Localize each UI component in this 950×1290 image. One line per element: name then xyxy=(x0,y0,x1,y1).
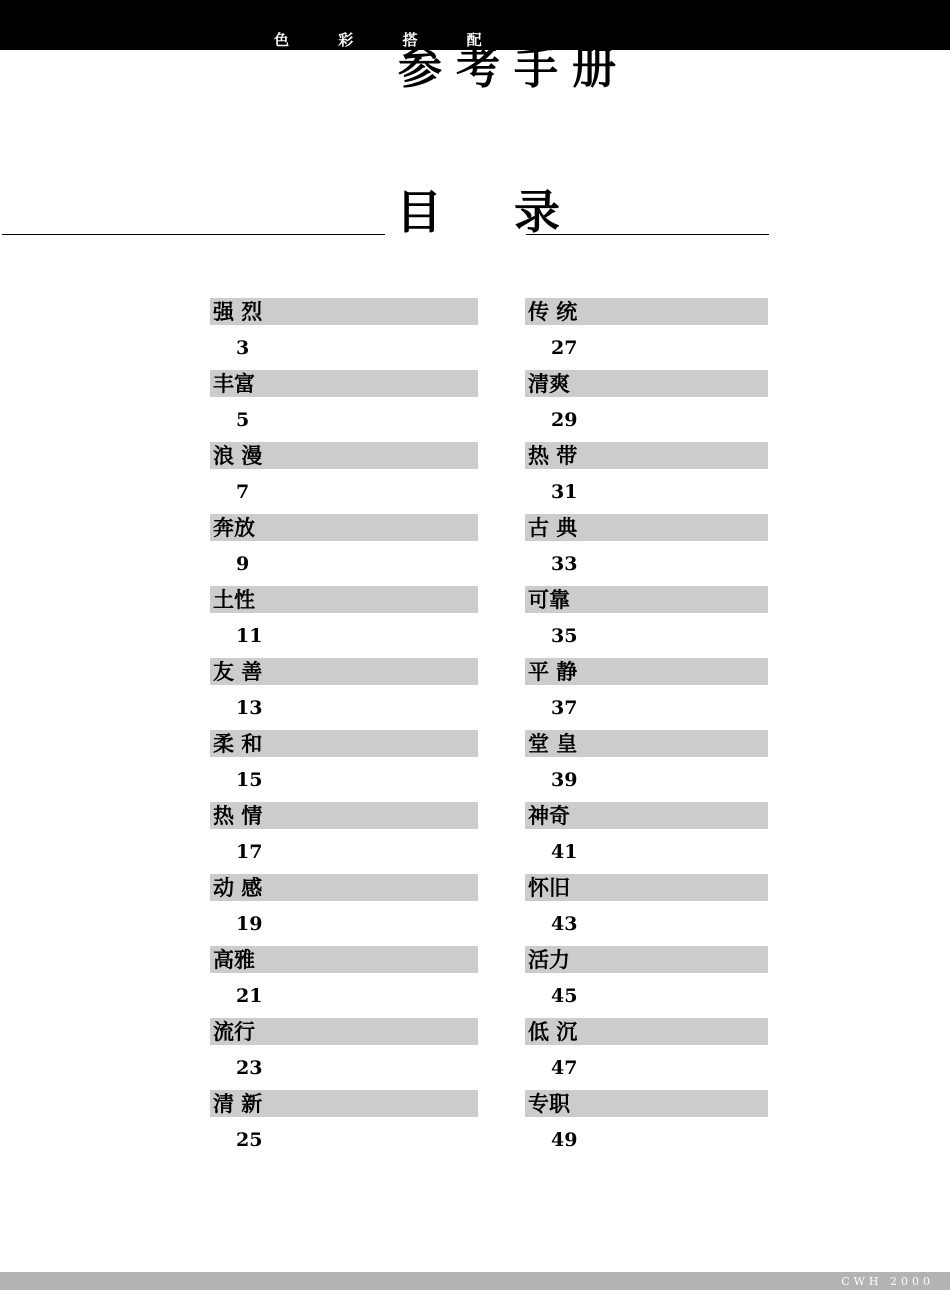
toc-entry[interactable] xyxy=(210,874,478,946)
toc-entry[interactable] xyxy=(525,442,768,514)
toc-entry-title: 专职 xyxy=(525,1090,768,1117)
toc-page-number: 25 xyxy=(236,1129,263,1151)
toc-page-number: 37 xyxy=(551,697,578,719)
toc-entry-title: 柔 和 xyxy=(210,730,478,757)
toc-page-number: 15 xyxy=(236,769,263,791)
toc-right-column xyxy=(525,298,768,1162)
toc-entry-title: 清 新 xyxy=(210,1090,478,1117)
heading-rule-right xyxy=(526,234,769,235)
toc-page-number: 41 xyxy=(551,841,578,863)
toc-page-number: 13 xyxy=(236,697,263,719)
toc-entry[interactable] xyxy=(210,1018,478,1090)
toc-entry-title: 土性 xyxy=(210,586,478,613)
toc-entry[interactable] xyxy=(210,730,478,802)
toc-page-number: 19 xyxy=(236,913,263,935)
toc-entry[interactable] xyxy=(525,1090,768,1162)
toc-entry-title: 传 统 xyxy=(525,298,768,325)
toc-page-number: 9 xyxy=(236,553,250,575)
toc-entry[interactable] xyxy=(525,658,768,730)
toc-page-number: 29 xyxy=(551,409,578,431)
toc-entry[interactable] xyxy=(210,586,478,658)
footer-bar xyxy=(0,1272,950,1290)
book-title: 参考手册 xyxy=(398,43,630,94)
toc-page-number: 17 xyxy=(236,841,263,863)
toc-entry-title: 热 情 xyxy=(210,802,478,829)
toc-page-number: 45 xyxy=(551,985,578,1007)
toc-entry[interactable] xyxy=(210,514,478,586)
toc-entry-title: 丰富 xyxy=(210,370,478,397)
toc-entry[interactable] xyxy=(210,298,478,370)
toc-entry-title: 活力 xyxy=(525,946,768,973)
toc-page-number: 3 xyxy=(236,337,250,359)
toc-entry-title: 动 感 xyxy=(210,874,478,901)
toc-entry-title: 神奇 xyxy=(525,802,768,829)
toc-entry[interactable] xyxy=(210,658,478,730)
toc-entry-title: 古 典 xyxy=(525,514,768,541)
toc-page-number: 43 xyxy=(551,913,578,935)
toc-entry[interactable] xyxy=(525,946,768,1018)
toc-entry[interactable] xyxy=(525,802,768,874)
toc-entry[interactable] xyxy=(210,802,478,874)
toc-page-number: 47 xyxy=(551,1057,578,1079)
toc-entry-title: 友 善 xyxy=(210,658,478,685)
toc-entry[interactable] xyxy=(525,586,768,658)
toc-entry-title: 怀旧 xyxy=(525,874,768,901)
toc-entry-title: 强 烈 xyxy=(210,298,478,325)
series-label: 色 彩 搭 配 xyxy=(274,31,504,49)
toc-entry[interactable] xyxy=(210,370,478,442)
toc-entry-title: 清爽 xyxy=(525,370,768,397)
toc-entry-title: 高雅 xyxy=(210,946,478,973)
toc-heading: 目 录 xyxy=(396,185,589,239)
toc-entry[interactable] xyxy=(525,874,768,946)
toc-page-number: 33 xyxy=(551,553,578,575)
toc-page-number: 5 xyxy=(236,409,250,431)
toc-entry[interactable] xyxy=(210,1090,478,1162)
footer-text: CWH 2000 xyxy=(841,1275,934,1288)
toc-page-number: 7 xyxy=(236,481,250,503)
toc-entry[interactable] xyxy=(210,442,478,514)
toc-entry-title: 低 沉 xyxy=(525,1018,768,1045)
toc-entry-title: 热 带 xyxy=(525,442,768,469)
toc-entry[interactable] xyxy=(525,1018,768,1090)
toc-page-number: 35 xyxy=(551,625,578,647)
toc-page-number: 39 xyxy=(551,769,578,791)
toc-entry[interactable] xyxy=(210,946,478,1018)
toc-page-number: 49 xyxy=(551,1129,578,1151)
toc-entry-title: 平 静 xyxy=(525,658,768,685)
toc-page-number: 21 xyxy=(236,985,263,1007)
toc-entry-title: 奔放 xyxy=(210,514,478,541)
toc-entry[interactable] xyxy=(525,370,768,442)
toc-entry[interactable] xyxy=(525,298,768,370)
toc-entry-title: 可靠 xyxy=(525,586,768,613)
toc-page-number: 27 xyxy=(551,337,578,359)
toc-entry-title: 堂 皇 xyxy=(525,730,768,757)
toc-entry-title: 浪 漫 xyxy=(210,442,478,469)
toc-page-number: 23 xyxy=(236,1057,263,1079)
toc-page-number: 11 xyxy=(236,625,263,647)
heading-rule-left xyxy=(2,234,385,235)
toc-left-column xyxy=(210,298,478,1162)
toc-entry-title: 流行 xyxy=(210,1018,478,1045)
toc-page-number: 31 xyxy=(551,481,578,503)
toc-entry[interactable] xyxy=(525,514,768,586)
toc-entry[interactable] xyxy=(525,730,768,802)
